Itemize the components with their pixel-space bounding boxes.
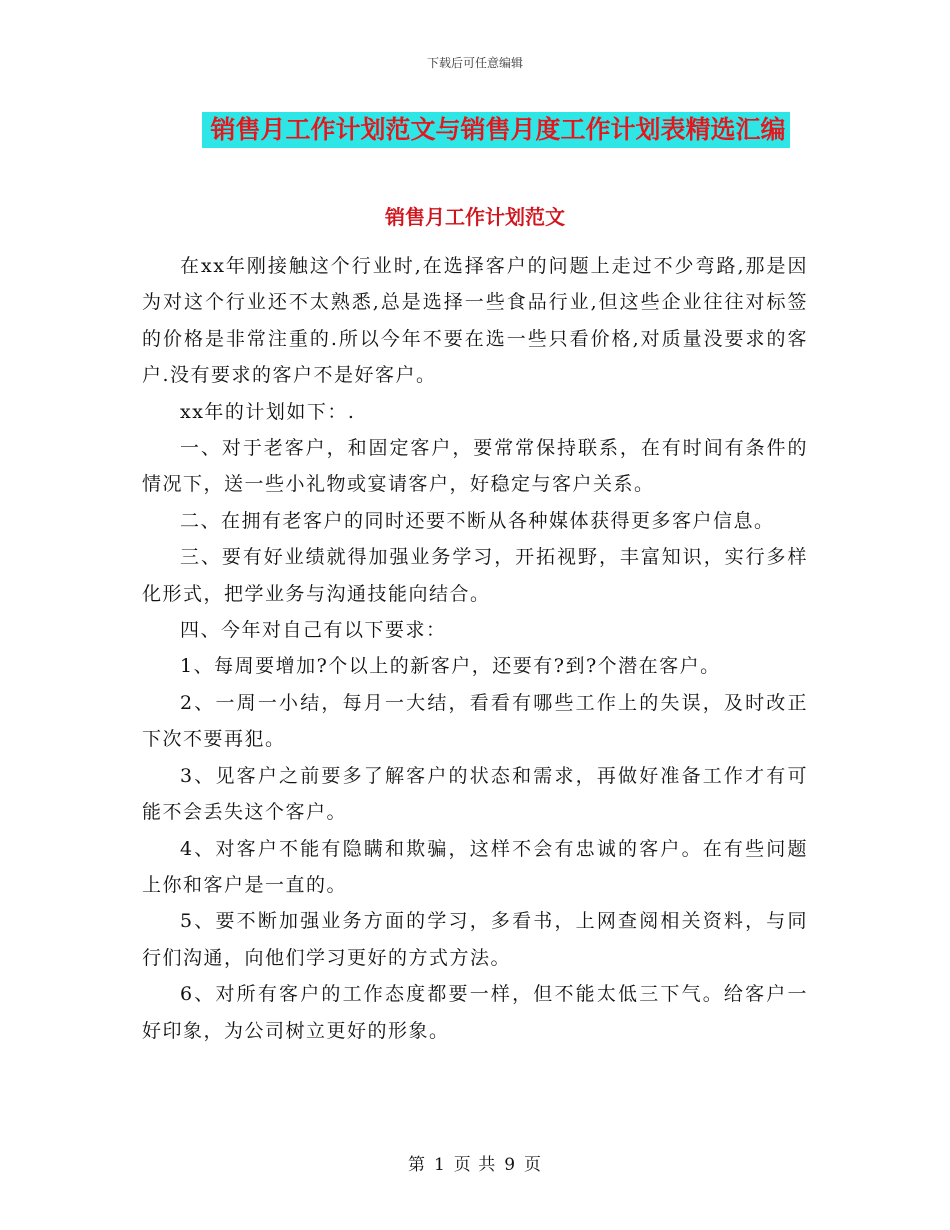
footer-prefix: 第 xyxy=(407,1155,426,1175)
paragraph: 四、今年对自己有以下要求： xyxy=(180,619,447,642)
footer-middle: 页 共 xyxy=(453,1155,497,1175)
footer-suffix: 页 xyxy=(524,1155,543,1175)
document-title-wrapper xyxy=(0,112,950,148)
document-body xyxy=(142,248,808,1049)
paragraph: xx年的计划如下：. xyxy=(180,400,356,423)
header-note: 下载后可任意编辑 xyxy=(426,56,523,70)
paragraph: 4、对客户不能有隐瞒和欺骗，这样不会有忠诚的客户。在有些问题上你和客户是一直的。 xyxy=(142,837,808,896)
footer-total-pages: 9 xyxy=(504,1155,517,1175)
paragraph: 6、对所有客户的工作态度都要一样，但不能太低三下气。给客户一好印象，为公司树立更好的形象。 xyxy=(142,983,808,1042)
paragraph: 2、一周一小结，每月一大结，看看有哪些工作上的失误，及时改正下次不要再犯。 xyxy=(142,691,808,751)
paragraph: 一、对于老客户，和固定客户，要常常保持联系，在有时间有条件的情况下，送一些小礼物或宴请客户，好稳定与客户关系。 xyxy=(142,437,808,496)
document-title: 销售月工作计划范文与销售月度工作计划表精选汇编 xyxy=(202,112,789,148)
paragraph: 5、要不断加强业务方面的学习，多看书，上网查阅相关资料，与同行们沟通，向他们学习更好的方式方法。 xyxy=(142,910,808,969)
paragraph: 1、每周要增加?个以上的新客户，还要有?到?个潜在客户。 xyxy=(180,655,721,678)
section-title: 销售月工作计划范文 xyxy=(385,205,565,229)
paragraph: 三、要有好业绩就得加强业务学习，开拓视野，丰富知识，实行多样化形式，把学业务与沟通技能向结合。 xyxy=(142,546,808,605)
paragraph: 二、在拥有老客户的同时还要不断从各种媒体获得更多客户信息。 xyxy=(180,509,775,532)
paragraph: 3、见客户之前要多了解客户的状态和需求，再做好准备工作才有可能不会丢失这个客户。 xyxy=(142,764,808,824)
paragraph: 在xx年刚接触这个行业时,在选择客户的问题上走过不少弯路,那是因为对这个行业还不太熟悉,总是选择一些食品行业,但这些企业往往对标签的价格是非常注重的.所以今年不要在选一些只看价格,对质量没要求的客户.没有要求的客户不是好客户。 xyxy=(142,255,808,387)
footer-page-number: 1 xyxy=(433,1155,446,1175)
page-footer xyxy=(0,1150,950,1175)
